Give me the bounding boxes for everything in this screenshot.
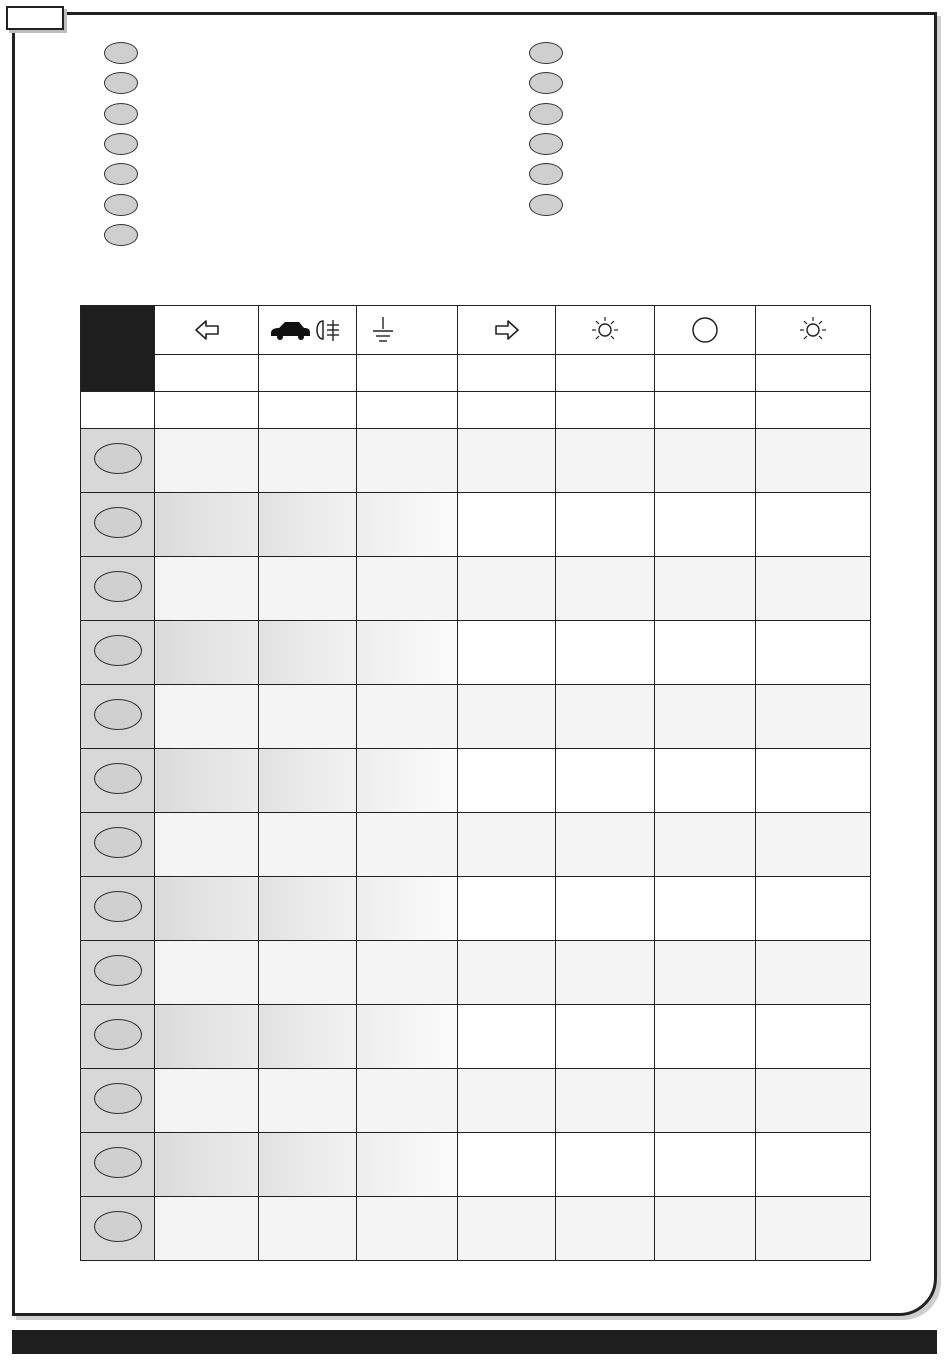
table-cell <box>556 941 655 1005</box>
header-row-2 <box>81 392 871 429</box>
header-cell <box>756 355 871 392</box>
table-cell <box>155 1133 259 1197</box>
header-cell <box>155 355 259 392</box>
table-cell <box>155 557 259 621</box>
table-cell <box>458 813 556 877</box>
arrow-left-icon <box>194 319 220 341</box>
page-tab <box>6 6 64 30</box>
header-cell <box>756 392 871 429</box>
table-cell <box>259 813 357 877</box>
table-cell <box>556 685 655 749</box>
legend-marker <box>104 224 138 246</box>
table-cell <box>756 557 871 621</box>
row-marker <box>94 571 142 602</box>
row-label-cell <box>81 685 155 749</box>
row-label-cell <box>81 557 155 621</box>
legend-item <box>104 220 148 250</box>
table-cell <box>458 1133 556 1197</box>
table-cell <box>655 493 756 557</box>
table-row <box>81 493 871 557</box>
table-cell <box>655 877 756 941</box>
table-cell <box>655 1197 756 1261</box>
row-label-cell <box>81 1005 155 1069</box>
row-label-cell <box>81 941 155 1005</box>
table-cell <box>357 621 458 685</box>
table-cell <box>155 749 259 813</box>
legend-marker <box>104 133 138 155</box>
table-row <box>81 1069 871 1133</box>
legend-marker <box>104 103 138 125</box>
table-cell <box>155 1005 259 1069</box>
table-cell <box>259 941 357 1005</box>
table-cell <box>756 621 871 685</box>
table-cell <box>655 813 756 877</box>
table-cell <box>756 749 871 813</box>
legend-item <box>104 189 148 219</box>
header-car-fog <box>259 306 357 355</box>
table-cell <box>458 1005 556 1069</box>
table-cell <box>556 493 655 557</box>
row-label-cell <box>81 1069 155 1133</box>
table-cell <box>357 877 458 941</box>
table-cell <box>458 1069 556 1133</box>
table-cell <box>259 1197 357 1261</box>
table-cell <box>155 1069 259 1133</box>
header-ground <box>357 306 458 355</box>
legend-item <box>104 129 148 159</box>
row-label-cell <box>81 813 155 877</box>
ground-icon <box>371 315 395 345</box>
table-cell <box>756 685 871 749</box>
legend-item <box>104 38 148 68</box>
wiring-table <box>80 305 871 1261</box>
row-marker <box>94 699 142 730</box>
table-cell <box>357 429 458 493</box>
table-cell <box>556 813 655 877</box>
table-cell <box>259 557 357 621</box>
lamp-icon <box>591 316 619 344</box>
table-cell <box>259 1133 357 1197</box>
car-fog-light-icon <box>269 317 347 343</box>
header-cell <box>81 392 155 429</box>
table-cell <box>458 941 556 1005</box>
legend-marker <box>104 42 138 64</box>
table-row <box>81 557 871 621</box>
row-label-cell <box>81 1197 155 1261</box>
legend-item <box>529 159 573 189</box>
table-cell <box>155 429 259 493</box>
table-row <box>81 621 871 685</box>
table-row <box>81 813 871 877</box>
table-cell <box>155 877 259 941</box>
table-cell <box>458 1197 556 1261</box>
header-cell <box>556 392 655 429</box>
row-marker <box>94 443 142 474</box>
header-row-1 <box>81 355 871 392</box>
table-cell <box>458 877 556 941</box>
table-cell <box>357 813 458 877</box>
table-row <box>81 1197 871 1261</box>
legend-marker <box>104 163 138 185</box>
row-label-cell <box>81 429 155 493</box>
table-cell <box>556 557 655 621</box>
legend-item <box>529 68 573 98</box>
table-cell <box>756 813 871 877</box>
table-cell <box>655 621 756 685</box>
table-cell <box>357 685 458 749</box>
table-cell <box>155 813 259 877</box>
table-cell <box>458 493 556 557</box>
header-cell <box>357 392 458 429</box>
table-cell <box>357 749 458 813</box>
legend-item <box>529 189 573 219</box>
table-cell <box>155 941 259 1005</box>
table-cell <box>259 685 357 749</box>
table-cell <box>357 1197 458 1261</box>
table-cell <box>458 557 556 621</box>
table-cell <box>259 1005 357 1069</box>
table-row <box>81 749 871 813</box>
table-row <box>81 429 871 493</box>
table-cell <box>655 941 756 1005</box>
legend-marker <box>529 133 563 155</box>
header-cell <box>155 392 259 429</box>
table-cell <box>655 749 756 813</box>
table-cell <box>655 685 756 749</box>
row-marker <box>94 1019 142 1050</box>
legend-marker <box>529 163 563 185</box>
row-marker <box>94 1083 142 1114</box>
table-cell <box>259 1069 357 1133</box>
header-cell <box>357 355 458 392</box>
legend-item <box>529 129 573 159</box>
table-cell <box>259 749 357 813</box>
row-label-cell <box>81 621 155 685</box>
table-cell <box>357 941 458 1005</box>
row-marker <box>94 955 142 986</box>
table-cell <box>556 1069 655 1133</box>
legend-item <box>104 159 148 189</box>
header-lamp-1 <box>556 306 655 355</box>
table-row <box>81 1133 871 1197</box>
circle-icon <box>691 316 719 344</box>
table-cell <box>756 877 871 941</box>
table-cell <box>756 1197 871 1261</box>
table-cell <box>155 621 259 685</box>
legend-marker <box>104 72 138 94</box>
legend-marker <box>529 194 563 216</box>
legend-marker <box>104 194 138 216</box>
table-cell <box>357 1069 458 1133</box>
row-label-cell <box>81 749 155 813</box>
table-cell <box>259 621 357 685</box>
legend-item <box>104 99 148 129</box>
legend-right-column <box>529 38 573 220</box>
row-marker <box>94 507 142 538</box>
table-cell <box>556 1133 655 1197</box>
table-row <box>81 941 871 1005</box>
table-cell <box>556 621 655 685</box>
table-cell <box>556 877 655 941</box>
corner-cell <box>81 306 155 392</box>
legend-item <box>529 99 573 129</box>
table-cell <box>357 1005 458 1069</box>
table-cell <box>756 1005 871 1069</box>
table-cell <box>357 557 458 621</box>
table-cell <box>756 941 871 1005</box>
header-cell <box>655 392 756 429</box>
table-cell <box>756 493 871 557</box>
table-cell <box>556 749 655 813</box>
table-cell <box>357 493 458 557</box>
table-cell <box>655 557 756 621</box>
header-cell <box>556 355 655 392</box>
table-cell <box>556 1005 655 1069</box>
table-cell <box>556 429 655 493</box>
header-lamp-2 <box>756 306 871 355</box>
table-cell <box>259 493 357 557</box>
row-label-cell <box>81 1133 155 1197</box>
table-cell <box>259 877 357 941</box>
header-cell <box>458 392 556 429</box>
row-marker <box>94 635 142 666</box>
table-cell <box>155 1197 259 1261</box>
table-cell <box>655 429 756 493</box>
table-cell <box>655 1005 756 1069</box>
header-cell <box>259 392 357 429</box>
table-cell <box>556 1197 655 1261</box>
table-cell <box>155 493 259 557</box>
arrow-right-icon <box>494 319 520 341</box>
table-cell <box>357 1133 458 1197</box>
table-row <box>81 877 871 941</box>
table-cell <box>655 1133 756 1197</box>
table-row <box>81 1005 871 1069</box>
header-left-indicator <box>155 306 259 355</box>
row-marker <box>94 1147 142 1178</box>
table-cell <box>655 1069 756 1133</box>
legend-marker <box>529 103 563 125</box>
row-marker <box>94 827 142 858</box>
row-label-cell <box>81 877 155 941</box>
table-cell <box>756 1133 871 1197</box>
header-right-indicator <box>458 306 556 355</box>
header-circle <box>655 306 756 355</box>
table-cell <box>458 429 556 493</box>
table-cell <box>259 429 357 493</box>
row-marker <box>94 1211 142 1242</box>
legend-left-column <box>104 38 148 250</box>
row-label-cell <box>81 493 155 557</box>
legend-marker <box>529 72 563 94</box>
row-marker <box>94 763 142 794</box>
table-row <box>81 685 871 749</box>
table-cell <box>458 749 556 813</box>
lamp-icon <box>799 316 827 344</box>
table-cell <box>458 685 556 749</box>
legend-marker <box>529 42 563 64</box>
table-cell <box>458 621 556 685</box>
legend-item <box>529 38 573 68</box>
header-cell <box>259 355 357 392</box>
table-cell <box>155 685 259 749</box>
table-cell <box>756 429 871 493</box>
table-cell <box>756 1069 871 1133</box>
bottom-bar <box>12 1330 937 1354</box>
row-marker <box>94 891 142 922</box>
header-cell <box>655 355 756 392</box>
legend-item <box>104 68 148 98</box>
header-cell <box>458 355 556 392</box>
